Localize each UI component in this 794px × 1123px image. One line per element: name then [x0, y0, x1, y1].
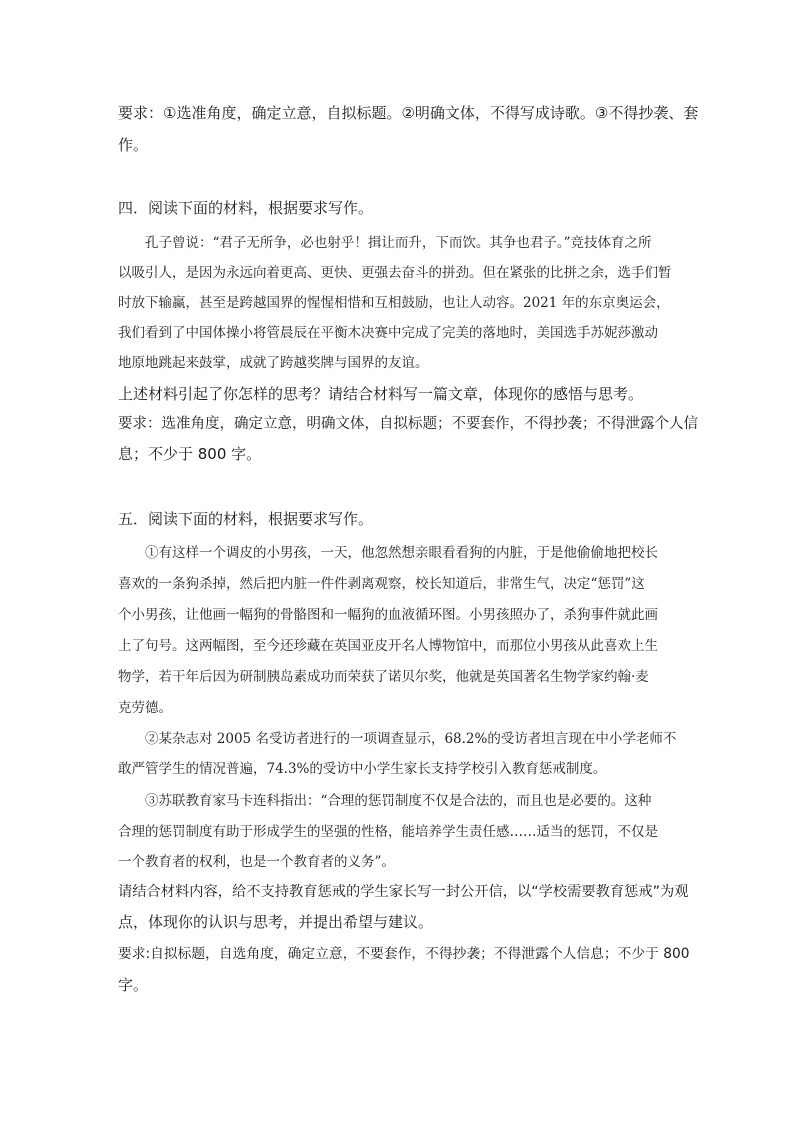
section4-heading: 四．阅读下面的材料，根据要求写作。	[118, 199, 374, 217]
section4-prompt: 上述材料引起了你怎样的思考？请结合材料写一篇文章，体现你的感悟与思考。	[118, 385, 644, 403]
section4-material-line: 以吸引人，是因为永远向着更高、更快、更强去奋斗的拼劲。但在紧张的比拼之余，选手们暂	[118, 265, 672, 281]
section3-requirement-line1: 要求：①选准角度，确定立意，自拟标题。②明确文体，不得写成诗歌。③不得抄袭、套	[118, 104, 699, 122]
section4-material-line: 孔子曾说：“君子无所争，必也射乎！揖让而升，下而饮。其争也君子。”竞技体育之所	[118, 235, 652, 251]
section5-material-line: ①有这样一个调皮的小男孩，一天，他忽然想亲眼看看狗的内脏，于是他偷偷地把校长	[118, 545, 658, 561]
section5-material-line: ③苏联教育家马卡连科指出：“合理的惩罚制度不仅是合法的，而且也是必要的。这种	[118, 793, 652, 809]
section5-material-line: 个小男孩，让他画一幅狗的骨骼图和一幅狗的血液循环图。小男孩照办了，杀狗事件就此画	[118, 607, 658, 623]
section5-material-line: 合理的惩罚制度有助于形成学生的坚强的性格，能培养学生责任感……适当的惩罚，不仅是	[118, 824, 658, 840]
section4-material-line: 地原地跳起来鼓掌，成就了跨越奖牌与国界的友谊。	[118, 355, 429, 371]
section4-material-line: 时放下输赢，甚至是跨越国界的惺惺相惜和互相鼓励，也让人动容。2021 年的东京奥运会，	[118, 295, 670, 311]
section5-material-line: ②某杂志对 2005 名受访者进行的一项调查显示，68.2%的受访者坦言现在中小学老师不	[118, 731, 677, 747]
section5-material-line: 克劳德。	[118, 700, 172, 716]
section5-prompt-line1: 请结合材料内容，给不支持教育惩戒的学生家长写一封公开信，以“学校需要教育惩戒”为观	[118, 884, 689, 900]
section5-material-line: 一个教育者的权利，也是一个教育者的义务”。	[118, 854, 395, 870]
section4-requirement-line2: 息；不少于 800 字。	[118, 445, 262, 463]
section4-material-line: 我们看到了中国体操小将管晨辰在平衡木决赛中完成了完美的落地时，美国选手苏妮莎激动	[118, 325, 658, 341]
section5-material-line: 上了句号。这两幅图，至今还珍藏在英国亚皮开名人博物馆中，而那位小男孩从此喜欢上生	[118, 638, 658, 654]
section5-heading: 五．阅读下面的材料，根据要求写作。	[118, 510, 374, 528]
section5-material-line: 喜欢的一条狗杀掉，然后把内脏一件件剥离观察，校长知道后，非常生气，决定“惩罚”这	[118, 576, 645, 592]
section5-material-line: 敢严管学生的情况普遍，74.3%的受访中小学生家长支持学校引入教育惩戒制度。	[118, 761, 607, 777]
section5-requirement-line2: 字。	[118, 976, 149, 994]
section5-requirement-line1: 要求:自拟标题，自选角度，确定立意，不要套作，不得抄袭；不得泄露个人信息；不少于 800	[118, 946, 690, 962]
section5-material-line: 物学，若干年后因为研制胰岛素成功而荣获了诺贝尔奖，他就是英国著名生物学家约翰·麦	[118, 669, 649, 685]
section3-requirement-line2: 作。	[118, 136, 149, 154]
section5-prompt-line2: 点，体现你的认识与思考，并提出希望与建议。	[118, 913, 434, 931]
section4-requirement-line1: 要求：选准角度，确定立意，明确文体，自拟标题；不要套作，不得抄袭；不得泄露个人信	[118, 416, 698, 432]
